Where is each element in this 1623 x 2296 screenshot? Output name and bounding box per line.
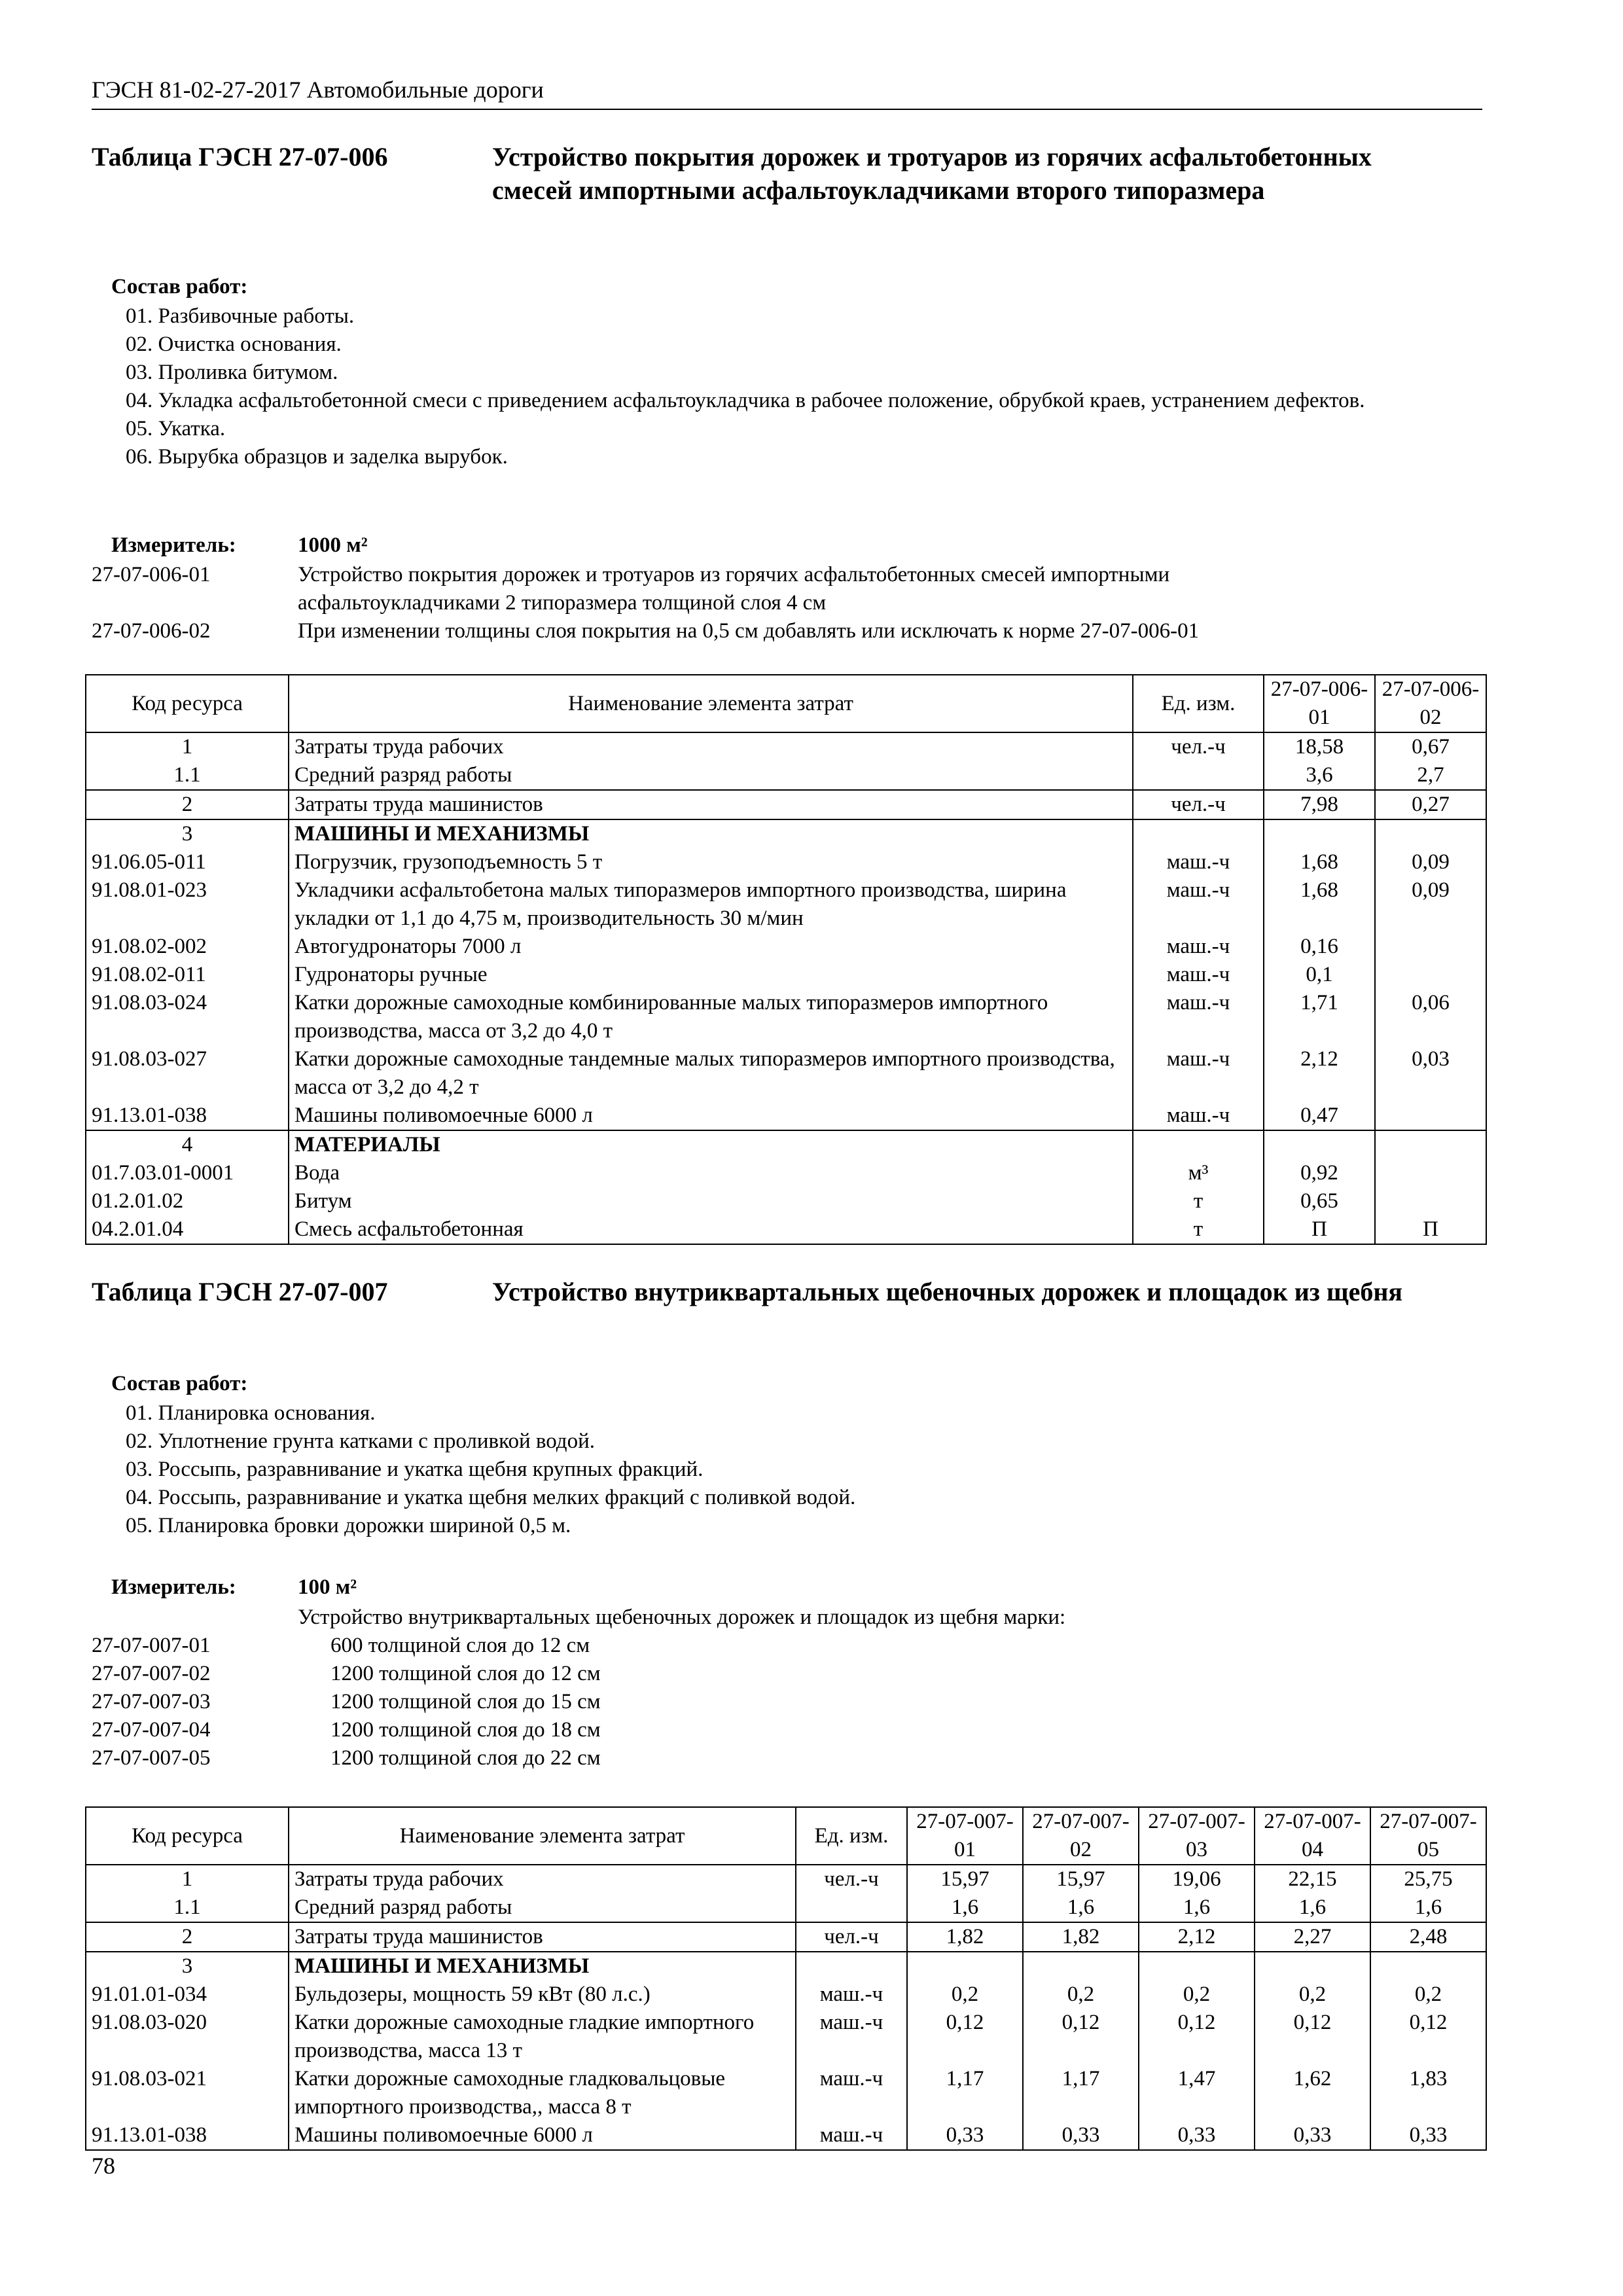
cell-value: 1,6 <box>1023 1893 1139 1922</box>
norm-code: 27-07-006-02 <box>92 619 211 643</box>
cell-unit: маш.-ч <box>796 1981 907 2009</box>
cell-value: 1,17 <box>907 2065 1023 2121</box>
table-row <box>86 933 1486 961</box>
cell-code: 3 <box>86 1952 289 1981</box>
table1-works-list <box>92 302 1486 471</box>
table-row <box>86 848 1486 876</box>
cell-name: Гудронаторы ручные <box>289 961 1133 989</box>
cell-name: МАТЕРИАЛЫ <box>289 1130 1133 1159</box>
cell-name: Погрузчик, грузоподъемность 5 т <box>289 848 1133 876</box>
norm-code: 27-07-007-02 <box>92 1662 211 1685</box>
cell-value: 0,33 <box>1370 2121 1486 2150</box>
cell-code: 91.13.01-038 <box>86 1102 289 1130</box>
cell-code: 91.13.01-038 <box>86 2121 289 2150</box>
cell-name: Катки дорожные самоходные гладкие импортного производства, масса 13 т <box>289 2009 796 2065</box>
cell-value <box>1255 1952 1370 1981</box>
cell-unit: маш.-ч <box>1133 848 1264 876</box>
cell-name: Укладчики асфальтобетона малых типоразмеров импортного производства, ширина укладки от 1,1 до 4,75 м, производительность 30 м/мин <box>289 876 1133 933</box>
cell-value: 0,12 <box>907 2009 1023 2065</box>
cell-value: 0,2 <box>1255 1981 1370 2009</box>
cell-value: 0,33 <box>1139 2121 1255 2150</box>
table-row <box>86 2121 1486 2150</box>
table-row <box>86 2065 1486 2121</box>
cell-code: 91.08.03-020 <box>86 2009 289 2065</box>
cell-unit: чел.-ч <box>1133 732 1264 761</box>
cell-value <box>1370 1952 1486 1981</box>
cell-unit: маш.-ч <box>1133 933 1264 961</box>
cell-value <box>1375 933 1486 961</box>
cell-value: 2,7 <box>1375 761 1486 790</box>
work-item: 04. Россыпь, разравнивание и укатка щебня мелких фракций с поливкой водой. <box>126 1486 856 1509</box>
cell-value: 1,82 <box>1023 1922 1139 1952</box>
norm-code: 27-07-007-04 <box>92 1718 211 1742</box>
col-header-code: Код ресурса <box>86 675 289 732</box>
cell-name: Битум <box>289 1187 1133 1215</box>
cell-value: 0,2 <box>1139 1981 1255 2009</box>
table-row <box>86 961 1486 989</box>
cell-name: Затраты труда машинистов <box>289 1922 796 1952</box>
cell-unit: чел.-ч <box>796 1865 907 1893</box>
col-header-norm: 27-07-007-01 <box>907 1807 1023 1865</box>
cell-code: 2 <box>86 1922 289 1952</box>
cell-name: Бульдозеры, мощность 59 кВт (80 л.с.) <box>289 1981 796 2009</box>
norm-desc: асфальтоукладчиками 2 типоразмера толщиной слоя 4 см <box>298 591 827 615</box>
cell-name: Катки дорожные самоходные комбинированные малых типоразмеров импортного производства, масса от 3,2 до 4,0 т <box>289 989 1133 1045</box>
cell-value <box>1375 1159 1486 1187</box>
cell-value: 1,83 <box>1370 2065 1486 2121</box>
cell-value <box>1375 1130 1486 1159</box>
cell-name: Катки дорожные самоходные тандемные малых типоразмеров импортного производства, масса от 3,2 до 4,2 т <box>289 1045 1133 1102</box>
col-header-name: Наименование элемента затрат <box>289 675 1133 732</box>
cell-code: 1.1 <box>86 1893 289 1922</box>
cell-value <box>1375 1187 1486 1215</box>
cell-unit <box>796 1893 907 1922</box>
col-header-code: Код ресурса <box>86 1807 289 1865</box>
col-header-norm: 27-07-007-05 <box>1370 1807 1486 1865</box>
table-row <box>86 1865 1486 1893</box>
cell-code: 91.08.02-002 <box>86 933 289 961</box>
cell-name: Средний разряд работы <box>289 761 1133 790</box>
table-row <box>86 1893 1486 1922</box>
table2-measure-label: Измеритель: <box>111 1575 236 1599</box>
table-row <box>86 732 1486 761</box>
cell-unit <box>1133 819 1264 848</box>
norm-desc: Устройство покрытия дорожек и тротуаров из горячих асфальтобетонных смесей импортными <box>298 563 1170 586</box>
work-item: 02. Уплотнение грунта катками с проливкой водой. <box>126 1429 596 1453</box>
norm-desc: При изменении толщины слоя покрытия на 0,5 см добавлять или исключать к норме 27-07-006-01 <box>298 619 1200 643</box>
norm-code: 27-07-007-01 <box>92 1634 211 1657</box>
cell-unit <box>1133 761 1264 790</box>
norm-code: 27-07-007-03 <box>92 1690 211 1713</box>
cell-value: 0,16 <box>1264 933 1375 961</box>
cell-value: 22,15 <box>1255 1865 1370 1893</box>
cell-value: 0,47 <box>1264 1102 1375 1130</box>
cell-value: 0,92 <box>1264 1159 1375 1187</box>
cell-value: 1,82 <box>907 1922 1023 1952</box>
cell-code: 01.2.01.02 <box>86 1187 289 1215</box>
col-header-unit: Ед. изм. <box>1133 675 1264 732</box>
cell-value <box>1375 819 1486 848</box>
table2-works-heading: Состав работ: <box>111 1372 248 1395</box>
table-row <box>86 1130 1486 1159</box>
cell-value: 0,1 <box>1264 961 1375 989</box>
cell-value: 0,2 <box>1023 1981 1139 2009</box>
cell-code: 91.08.01-023 <box>86 876 289 933</box>
cell-unit <box>796 1952 907 1981</box>
cell-value: 2,12 <box>1139 1922 1255 1952</box>
cell-code: 91.01.01-034 <box>86 1981 289 2009</box>
cell-unit: маш.-ч <box>1133 876 1264 933</box>
cell-code: 01.7.03.01-0001 <box>86 1159 289 1187</box>
table2-works-list <box>92 1399 1486 1540</box>
cell-value: 0,12 <box>1139 2009 1255 2065</box>
col-header-name: Наименование элемента затрат <box>289 1807 796 1865</box>
cell-value <box>1023 1952 1139 1981</box>
cell-name: Средний разряд работы <box>289 1893 796 1922</box>
table-row <box>86 1045 1486 1102</box>
cell-value: 15,97 <box>907 1865 1023 1893</box>
work-item: 05. Укатка. <box>126 417 226 440</box>
page-number: 78 <box>92 2153 115 2179</box>
col-header-unit: Ед. изм. <box>796 1807 907 1865</box>
cell-value: 19,06 <box>1139 1865 1255 1893</box>
cell-code: 4 <box>86 1130 289 1159</box>
norm-desc: 1200 толщиной слоя до 22 см <box>330 1746 601 1770</box>
cell-value: 1,68 <box>1264 876 1375 933</box>
cell-value: 1,6 <box>1139 1893 1255 1922</box>
cell-value: 3,6 <box>1264 761 1375 790</box>
work-item: 03. Россыпь, разравнивание и укатка щебня крупных фракций. <box>126 1458 704 1481</box>
cell-name: Вода <box>289 1159 1133 1187</box>
cell-code: 91.08.02-011 <box>86 961 289 989</box>
page-header: ГЭСН 81-02-27-2017 Автомобильные дороги <box>92 77 544 103</box>
cell-value: П <box>1375 1215 1486 1244</box>
cell-unit: чел.-ч <box>796 1922 907 1952</box>
cell-value <box>1264 819 1375 848</box>
table-row <box>86 790 1486 819</box>
cell-value: 0,12 <box>1255 2009 1370 2065</box>
table1-measure-label: Измеритель: <box>111 533 236 557</box>
cell-value: 1,68 <box>1264 848 1375 876</box>
table-row <box>86 1215 1486 1244</box>
cell-value: 18,58 <box>1264 732 1375 761</box>
cell-value: 2,48 <box>1370 1922 1486 1952</box>
table-row <box>86 2009 1486 2065</box>
table-row <box>86 1102 1486 1130</box>
cell-value: 0,65 <box>1264 1187 1375 1215</box>
cell-name: Затраты труда рабочих <box>289 1865 796 1893</box>
table2-title: Устройство внутриквартальных щебеночных дорожек и площадок из щебня <box>492 1277 1403 1306</box>
cell-value: 1,62 <box>1255 2065 1370 2121</box>
col-header-norm: 27-07-007-03 <box>1139 1807 1255 1865</box>
cell-unit: маш.-ч <box>796 2065 907 2121</box>
table1-title: Устройство покрытия дорожек и тротуаров из горячих асфальтобетонных смесей импортными асфальтоукладчиками второго типоразмера <box>492 142 1372 205</box>
work-item: 06. Вырубка образцов и заделка вырубок. <box>126 445 508 469</box>
norm-desc: 1200 толщиной слоя до 18 см <box>330 1718 601 1742</box>
table-row <box>86 1952 1486 1981</box>
cell-value: 1,6 <box>1370 1893 1486 1922</box>
cell-value: 0,67 <box>1375 732 1486 761</box>
cell-unit: чел.-ч <box>1133 790 1264 819</box>
resource-table-2 <box>85 1806 1487 2151</box>
norm-desc: 1200 толщиной слоя до 15 см <box>330 1690 601 1713</box>
cell-unit: т <box>1133 1215 1264 1244</box>
resource-table-1 <box>85 674 1487 1245</box>
cell-code: 1.1 <box>86 761 289 790</box>
work-item: 01. Разбивочные работы. <box>126 304 355 328</box>
table-row <box>86 761 1486 790</box>
cell-unit: маш.-ч <box>1133 989 1264 1045</box>
cell-name: Затраты труда рабочих <box>289 732 1133 761</box>
cell-unit: маш.-ч <box>1133 961 1264 989</box>
cell-code: 2 <box>86 790 289 819</box>
table-row <box>86 1187 1486 1215</box>
cell-value: 2,12 <box>1264 1045 1375 1102</box>
cell-value: 0,27 <box>1375 790 1486 819</box>
cell-code: 1 <box>86 732 289 761</box>
norm-code: 27-07-007-05 <box>92 1746 211 1770</box>
cell-value: 15,97 <box>1023 1865 1139 1893</box>
table1-works-heading: Состав работ: <box>111 275 248 298</box>
cell-value: 1,17 <box>1023 2065 1139 2121</box>
norms-intro: Устройство внутриквартальных щебеночных дорожек и площадок из щебня марки: <box>298 1605 1066 1629</box>
cell-unit: маш.-ч <box>1133 1045 1264 1102</box>
cell-value: 0,06 <box>1375 989 1486 1045</box>
table-row <box>86 1159 1486 1187</box>
cell-code: 04.2.01.04 <box>86 1215 289 1244</box>
cell-value: 25,75 <box>1370 1865 1486 1893</box>
cell-value: 0,12 <box>1023 2009 1139 2065</box>
cell-value: 0,09 <box>1375 876 1486 933</box>
norm-code: 27-07-006-01 <box>92 563 211 586</box>
col-header-norm: 27-07-006-02 <box>1375 675 1486 732</box>
cell-value: 1,71 <box>1264 989 1375 1045</box>
col-header-norm: 27-07-006-01 <box>1264 675 1375 732</box>
cell-name: МАШИНЫ И МЕХАНИЗМЫ <box>289 819 1133 848</box>
norm-desc: 1200 толщиной слоя до 12 см <box>330 1662 601 1685</box>
cell-unit: маш.-ч <box>796 2009 907 2065</box>
col-header-norm: 27-07-007-02 <box>1023 1807 1139 1865</box>
work-item: 03. Проливка битумом. <box>126 361 338 384</box>
cell-name: Машины поливомоечные 6000 л <box>289 2121 796 2150</box>
col-header-norm: 27-07-007-04 <box>1255 1807 1370 1865</box>
table2-label: Таблица ГЭСН 27-07-007 <box>92 1277 388 1306</box>
table1-measure-value: 1000 м² <box>298 533 368 557</box>
cell-code: 91.08.03-021 <box>86 2065 289 2121</box>
cell-name: МАШИНЫ И МЕХАНИЗМЫ <box>289 1952 796 1981</box>
table-row <box>86 876 1486 933</box>
cell-name: Катки дорожные самоходные гладковальцовые импортного производства,, масса 8 т <box>289 2065 796 2121</box>
cell-unit: м³ <box>1133 1159 1264 1187</box>
cell-value: 7,98 <box>1264 790 1375 819</box>
cell-value: 0,12 <box>1370 2009 1486 2065</box>
table-row <box>86 819 1486 848</box>
cell-unit <box>1133 1130 1264 1159</box>
table-row <box>86 1922 1486 1952</box>
cell-value: 0,09 <box>1375 848 1486 876</box>
cell-name: Автогудронаторы 7000 л <box>289 933 1133 961</box>
cell-value: 1,6 <box>907 1893 1023 1922</box>
cell-unit: маш.-ч <box>796 2121 907 2150</box>
cell-name: Смесь асфальтобетонная <box>289 1215 1133 1244</box>
norm-desc: 600 толщиной слоя до 12 см <box>330 1634 590 1657</box>
cell-name: Затраты труда машинистов <box>289 790 1133 819</box>
cell-value: 0,33 <box>1255 2121 1370 2150</box>
cell-value: 2,27 <box>1255 1922 1370 1952</box>
cell-value: 0,2 <box>907 1981 1023 2009</box>
cell-value <box>1264 1130 1375 1159</box>
work-item: 04. Укладка асфальтобетонной смеси с приведением асфальтоукладчика в рабочее положение, обрубкой краев, устранением дефектов. <box>126 389 1365 412</box>
cell-value: 1,6 <box>1255 1893 1370 1922</box>
cell-value <box>907 1952 1023 1981</box>
cell-code: 1 <box>86 1865 289 1893</box>
table2-norms <box>92 1604 1486 1774</box>
cell-unit: т <box>1133 1187 1264 1215</box>
cell-value: 0,2 <box>1370 1981 1486 2009</box>
cell-code: 3 <box>86 819 289 848</box>
cell-name: Машины поливомоечные 6000 л <box>289 1102 1133 1130</box>
table2-measure-value: 100 м² <box>298 1575 357 1599</box>
cell-value: П <box>1264 1215 1375 1244</box>
cell-code: 91.06.05-011 <box>86 848 289 876</box>
cell-code: 91.08.03-027 <box>86 1045 289 1102</box>
work-item: 05. Планировка бровки дорожки шириной 0,5 м. <box>126 1514 571 1537</box>
work-item: 01. Планировка основания. <box>126 1401 376 1425</box>
table-row <box>86 989 1486 1045</box>
cell-value <box>1139 1952 1255 1981</box>
cell-value: 0,33 <box>907 2121 1023 2150</box>
cell-value: 0,33 <box>1023 2121 1139 2150</box>
cell-value: 0,03 <box>1375 1045 1486 1102</box>
header-divider <box>92 109 1482 110</box>
cell-unit: маш.-ч <box>1133 1102 1264 1130</box>
table1-norms <box>92 561 1486 646</box>
cell-value <box>1375 961 1486 989</box>
cell-value: 1,47 <box>1139 2065 1255 2121</box>
work-item: 02. Очистка основания. <box>126 332 342 356</box>
cell-code: 91.08.03-024 <box>86 989 289 1045</box>
cell-value <box>1375 1102 1486 1130</box>
table1-label: Таблица ГЭСН 27-07-006 <box>92 142 388 171</box>
table-row <box>86 1981 1486 2009</box>
